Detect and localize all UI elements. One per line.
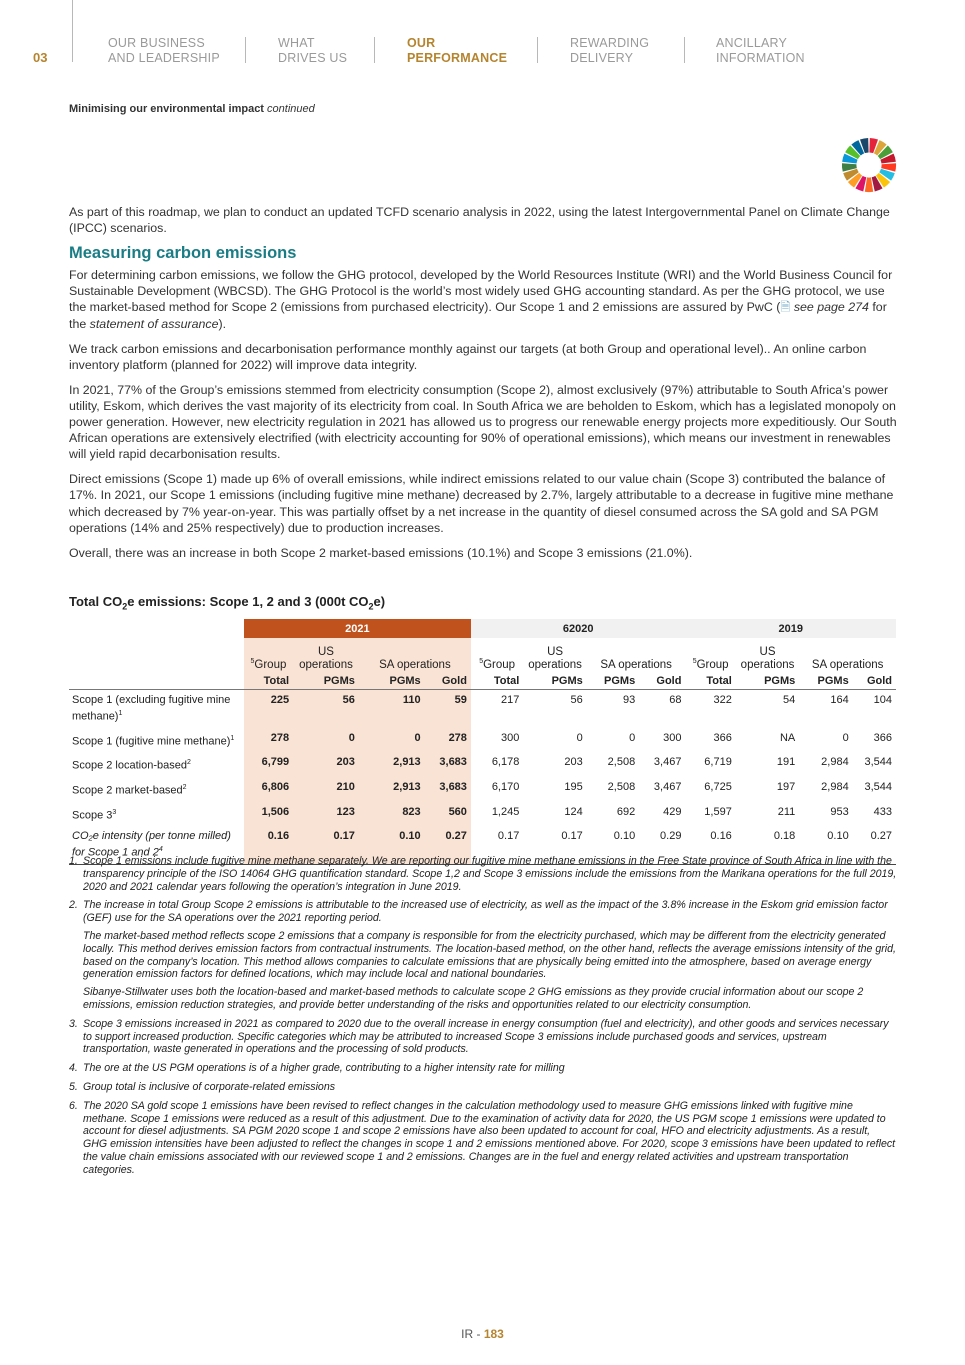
table-cell: 2,508 — [607, 756, 636, 769]
page-number: 183 — [483, 1327, 504, 1341]
table-cell: 56 — [570, 694, 583, 706]
nav-line: DRIVES US — [278, 51, 348, 65]
table-cell: 6,806 — [244, 777, 293, 802]
subheader-cell: PGMs — [359, 672, 425, 690]
footnote: 6. The 2020 SA gold scope 1 emissions have been revised to reflect changes in the calculation methodology used to measure GHG emissions linked with fugitive mine methane. Scope 1 emissions were reduced as a result of this adjustment. Due to the examination of activity data for 2020, the US PGM scope 1 emissions were updated to account for diesel adjustments. SA PGM 2020 scope 1 and scope 2 emissions have also been updated to account for coal, HFO and electricity adjustments. As a result, GHG emission intensities have been adjusted to reflect the changes in scope 1 and 2 emissions mentioned above. For 2020, scope 3 emissions have been updated to reflect the value chain emissions associated with our reviewed scope 1 and 2 emissions. Changes are in the fuel and energy related activities and upstream transportation categories. — [69, 1099, 896, 1176]
col-sa-operations: SA operations — [811, 659, 884, 671]
page-footer — [0, 1327, 965, 1341]
table-cell: 300 — [500, 731, 520, 744]
see-page-link[interactable]: see page 274 — [793, 300, 869, 315]
table-cell: 203 — [564, 756, 583, 769]
table-cell: 3,683 — [425, 777, 471, 802]
row-label: CO₂e intensity (per tonne milled) for Scope 1 and $2^4$ — [69, 826, 244, 864]
table-row — [69, 728, 896, 753]
table-cell: 68 — [669, 694, 682, 706]
table-cell: 2,984 — [821, 780, 849, 793]
table-cell: 110 — [359, 690, 425, 728]
table-cell: 0.27 — [853, 826, 896, 864]
table-cell: 0 — [629, 731, 636, 744]
table-title — [69, 594, 385, 612]
table-cell: 0.29 — [639, 826, 685, 864]
paragraph-scope2: In 2021, 77% of the Group’s emissions stemmed from electricity consumption (Scope 2), almost exclusively (97%) attributable to South Africa’s power utility, Eskom, which derives the vast majority of its electricity from coal. In South Africa we are beholden to Eskom, which has a legislated monopoly on power generation. However, new electricity regulation in 2021 has allowed us to progress our renewable energy projects more expeditiously. Our South African operations are extensively electrified (with electricity accounting for 90% of operational emissions), which means our investment in renewables will yield rapid decarbonisation results. — [69, 382, 897, 462]
subheader-cell: Gold — [425, 672, 471, 690]
paragraph-overall: Overall, there was an increase in both Scope 2 market-based emissions (10.1%) and Scope 3 emissions (21.0%). — [69, 545, 693, 560]
group-header-row — [69, 638, 896, 672]
table-cell: 433 — [873, 805, 892, 818]
table-cell: 195 — [564, 780, 583, 793]
table-cell: 104 — [873, 694, 892, 706]
subheader-cell: PGMs — [293, 672, 359, 690]
table-cell: 2,984 — [821, 756, 849, 769]
year-header-row — [69, 619, 896, 638]
nav-what-drives-us[interactable] — [278, 36, 347, 66]
table-row — [69, 690, 896, 728]
table-cell: 3,467 — [653, 780, 682, 793]
nav-separator — [374, 37, 375, 63]
table-cell: 0.17 — [471, 826, 523, 864]
nav-line: OUR — [407, 36, 436, 50]
table-cell: 300 — [663, 731, 682, 744]
subheader-cell: Gold — [639, 672, 685, 690]
nav-rewarding-delivery[interactable] — [570, 36, 649, 66]
table-cell: 6,178 — [491, 756, 520, 769]
table-cell: 191 — [776, 756, 796, 769]
subheader-cell: Total — [685, 672, 735, 690]
table-cell: 3,544 — [864, 780, 892, 793]
table-cell: 1,245 — [491, 805, 520, 818]
footnotes — [69, 855, 897, 1183]
sdg-wheel-icon — [840, 136, 898, 194]
table-cell: 0 — [576, 731, 583, 744]
nav-ancillary-information[interactable] — [716, 36, 805, 66]
table-cell: 203 — [293, 752, 359, 777]
table-cell: 197 — [776, 780, 796, 793]
table-cell: 0.10 — [359, 826, 425, 864]
table-title-b: e emissions: Scope 1, 2 and 3 (000t CO — [127, 594, 369, 609]
table-cell: 2,913 — [359, 752, 425, 777]
sdg-wheel-center — [857, 153, 880, 176]
year-2021: 2021 — [244, 619, 471, 638]
section-suffix: continued — [267, 103, 315, 115]
nav-line: WHAT — [278, 36, 315, 50]
table-title-sub: 2 — [122, 601, 128, 612]
nav-line: AND LEADERSHIP — [108, 51, 220, 65]
year-2019: 2019 — [685, 619, 896, 638]
table-cell: 0.10 — [799, 826, 852, 864]
nav-line: INFORMATION — [716, 51, 805, 65]
table-cell: 210 — [293, 777, 359, 802]
emissions-table — [69, 619, 896, 865]
table-cell: 225 — [244, 690, 293, 728]
table-corner — [69, 672, 244, 690]
table-cell: 3,544 — [864, 756, 892, 769]
row-label: Scope 1 (fugitive mine methane)$^1$ — [72, 734, 235, 748]
paragraph-tracking: We track carbon emissions and decarbonisation performance monthly against our targets (at both Group and operational level).. An online carbon inventory platform (planned for 2022) will improve data integrity. — [69, 341, 867, 372]
table-cell: 0 — [842, 731, 849, 744]
footnote: 3. Scope 3 emissions increased in 2021 as compared to 2020 due to the overall increase in energy consumption (fuel and electricity), and other goods and services necessary to support increased production. Specific categories which may be attributed to increased Scope 3 emissions include purchased goods and services, upstream transportation, waste generated in operations and the processing of sold products. — [69, 1017, 889, 1056]
col-group: $^5$Group — [244, 638, 293, 672]
footnote: 1. Scope 1 emissions include fugitive mine methane separately. We are reporting our fugitive mine methane emissions in the Free State province of South Africa in line with the transparency principle of the ISO 14064 GHG quantification standard. Scope 1,2 and Scope 3 emissions include the emissions from the Marikana operations for the full 2019, 2020 and 2021 calendar years following the operation’s integration in June 2019. — [69, 855, 897, 893]
col-group: $^5$Group — [479, 658, 516, 671]
table-row — [69, 752, 896, 777]
table-cell: 56 — [293, 690, 359, 728]
table-row — [69, 802, 896, 827]
sdg-wheel-segment — [865, 177, 873, 192]
nav-separator — [684, 37, 685, 63]
footnote: 4. The ore at the US PGM operations is of a higher grade, contributing to a higher intensity rate for milling — [69, 1062, 565, 1075]
col-us-operations: US operations — [293, 638, 359, 672]
col-group: $^5$Group — [692, 658, 729, 671]
table-cell: 953 — [830, 805, 849, 818]
nav-our-performance[interactable] — [407, 36, 507, 66]
table-cell: 0 — [293, 728, 359, 753]
table-cell: 217 — [500, 694, 520, 706]
row-label: Scope 2 location-based$^2$ — [72, 759, 191, 772]
col-sa-operations: SA operations — [600, 659, 672, 671]
table-corner — [69, 638, 244, 672]
p1-text-c: ). — [218, 316, 227, 331]
subheader-cell: Total — [471, 672, 523, 690]
table-cell: 366 — [713, 731, 732, 744]
p1-text-b: for the — [69, 300, 887, 331]
table-cell: 3,467 — [653, 756, 682, 769]
table-cell: 6,725 — [704, 780, 732, 793]
table-cell: 211 — [777, 805, 796, 818]
table-cell: 2,913 — [359, 777, 425, 802]
subheader-cell: PGMs — [736, 672, 799, 690]
table-cell: 366 — [873, 731, 892, 744]
nav-separator — [245, 37, 246, 63]
subheader-cell: PGMs — [587, 672, 639, 690]
col-sa-operations: SA operations — [359, 638, 471, 672]
table-cell: 0.16 — [244, 826, 293, 864]
nav-separator — [537, 37, 538, 63]
table-cell: 0.17 — [293, 826, 359, 864]
table-cell: 1,597 — [704, 805, 732, 818]
table-title-sub: 2 — [368, 601, 374, 612]
paragraph-scope1: Direct emissions (Scope 1) made up 6% of overall emissions, while indirect emissions related to our value chain (Scope 3) contributed the balance of 17%. In 2021, our Scope 1 emissions (including fugitive mine methane) decreased by 2.7%, largely attributable to a decrease in fugitive mine methane which decreased by 7% year-on-year. This was partially offset by a net increase in the quantity of diesel consumed across the SA gold and SA PGM operations (14% and 25% respectively) due to production increases. — [69, 472, 894, 535]
table-cell: 0.18 — [736, 826, 799, 864]
table-cell: 322 — [713, 694, 732, 706]
table-cell: 59 — [425, 690, 471, 728]
nav-line: DELIVERY — [570, 51, 634, 65]
table-cell: 164 — [830, 694, 849, 706]
subheader-cell: Gold — [853, 672, 896, 690]
footnote: 5. Group total is inclusive of corporate-related emissions — [69, 1080, 336, 1093]
table-cell: 278 — [244, 728, 293, 753]
paragraph-ghg-protocol — [69, 267, 897, 331]
measuring-carbon-heading: Measuring carbon emissions — [69, 244, 297, 263]
table-cell: 6,719 — [704, 756, 732, 769]
col-us-operations: US operations — [528, 646, 582, 671]
table-cell: 54 — [783, 694, 796, 706]
footnote: 2. The increase in total Group Scope 2 emissions is attributable to the increased use of electricity, as well as the impact of the 3.8% increase in the Eskom grid emission factor (GEF) use for the SA operations over the 2021 reporting period. The market-based method reflects scope 2 emissions that a company is responsible for from the electricity purchased, which may be different from the electricity generated locally. This method derives emission factors from contractual instruments. The location-based method, on the other hand, reflects the average emissions intensity of the grid, based on the company’s location. This method allows companies to calculate emissions that are physically being emitted into the atmosphere, based on average energy generation emission factors for defined locations, which may include local and national boundaries. Sibanye-Stillwater uses both the location-based and market-based methods to calculate scope 2 GHG emissions as they provide crucial information about our scope 2 emissions, emission reduction strategies, and provide better understanding of the risks and opportunities related to our electricity consumption. — [69, 899, 896, 1011]
subheader-cell: Total — [244, 672, 293, 690]
row-label: Scope 2 market-based$^2$ — [72, 783, 187, 797]
subheader-cell: PGMs — [799, 672, 852, 690]
nav-line: OUR BUSINESS — [108, 36, 205, 50]
statement-of-assurance-link[interactable]: statement of assurance — [89, 316, 219, 331]
nav-line: REWARDING — [570, 36, 650, 50]
nav-line: PERFORMANCE — [407, 51, 508, 65]
subheader-cell: PGMs — [523, 672, 586, 690]
table-cell: 6,170 — [491, 780, 520, 793]
section-label — [69, 103, 315, 115]
table-cell: 2,508 — [607, 780, 636, 793]
table-cell: 124 — [564, 805, 583, 818]
p1-text-a: For determining carbon emissions, we follow the GHG protocol, developed by the World Resources Institute (WRI) and the World Business Council for Sustainable Development (WBCSD). The GHG Protocol is the world’s most widely used GHG accounting standard. As per the GHG protocol, we use the market-based method for Scope 2 (emissions from purchased electricity). Our Scope 1 and 2 emissions are assured by PwC ( — [69, 268, 893, 315]
table-cell: 6,799 — [244, 752, 293, 777]
subheader-row — [69, 672, 896, 690]
table-cell: 0.27 — [425, 826, 471, 864]
chapter-number: 03 — [33, 50, 48, 65]
section-title: Minimising our environmental impact — [69, 103, 264, 115]
nav-line: ANCILLARY — [716, 36, 788, 50]
table-cell: 1,506 — [244, 802, 293, 827]
row-label: Scope 1 (excluding fugitive mine methane)$^1$ — [72, 694, 231, 723]
intro-paragraph: As part of this roadmap, we plan to conduct an updated TCFD scenario analysis in 2022, using the latest Intergovernmental Panel on Climate Change (IPCC) scenarios. — [69, 205, 890, 236]
footer-prefix: IR - — [461, 1327, 484, 1341]
row-label: Scope $3^3$ — [72, 808, 117, 822]
table-cell: 823 — [359, 802, 425, 827]
document-icon: 🗎 — [780, 300, 794, 315]
table-title-c: e) — [373, 594, 386, 609]
table-cell: 93 — [622, 694, 636, 706]
body-text — [69, 204, 897, 570]
table-cell: 278 — [425, 728, 471, 753]
table-cell: 3,683 — [425, 752, 471, 777]
table-cell: NA — [779, 731, 796, 744]
table-cell: 692 — [616, 805, 636, 818]
table-cell: 123 — [293, 802, 359, 827]
year-2020: 62020 — [471, 619, 686, 638]
table-cell: 0 — [359, 728, 425, 753]
table-cell: 0.16 — [685, 826, 735, 864]
table-cell: 0.17 — [523, 826, 586, 864]
col-us-operations: US operations — [740, 646, 795, 671]
table-corner — [69, 619, 244, 638]
nav-our-business[interactable] — [108, 36, 220, 66]
table-cell: 429 — [663, 805, 682, 818]
table-cell: 560 — [425, 802, 471, 827]
table-cell: 0.10 — [587, 826, 639, 864]
header-divider — [72, 0, 73, 62]
table-row — [69, 777, 896, 802]
table-title-a: Total CO — [69, 594, 123, 609]
